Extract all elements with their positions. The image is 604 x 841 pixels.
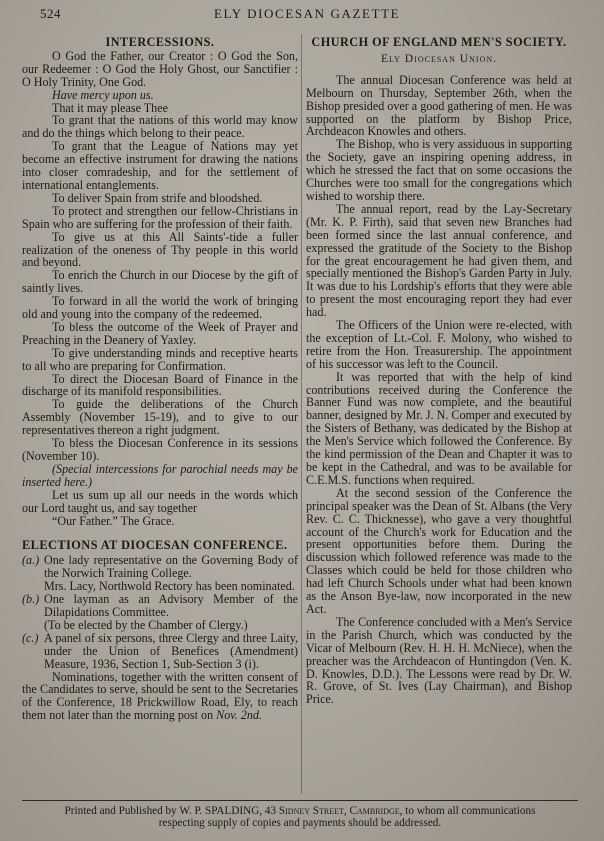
petition: To enrich the Church in our Diocese by the gift of saintly lives. (22, 268, 298, 296)
cems-paragraph: The annual Diocesan Conference was held at Melbourn on Thursday, September 26th, when the Bishop presided over a good gathering of men. He was supported on the platform by Bishop Price, Archdeacon Knowles and others. (306, 72, 572, 139)
cems-paragraph: The annual report, read by the Lay-Secretary (Mr. K. P. Firth), said that seven new Branches had been formed since the last annual conference, and expressed the gratitude of the Society to the Bishop for the great encouragement he had given them, and specially mentioned the Bishop's Garden Party in July. It was due to his Lordship's efforts that they were able to present the most encouraging report they had ever had. (306, 201, 572, 320)
petition: To protect and strengthen our fellow-Christians in Spain who are suffering for the profession of their faith. (22, 203, 298, 231)
imprint-publisher: Printed and Published by W. P. SPALDING, 43 (64, 805, 277, 817)
petition: To give us at this All Saints'-tide a fuller realization of the oneness of Thy people in this world and beyond. (22, 229, 298, 270)
election-note: (To be elected by the Chamber of Clergy.) (44, 617, 248, 632)
election-item-a (22, 554, 298, 580)
petition: To forward in all the world the work of bringing old and young into the company of the redeemed. (22, 294, 298, 322)
election-label: (c.) (22, 630, 39, 645)
cems-paragraph: It was reported that with the help of kind contributions received during the Conference the Banner Fund was now complete, and the beautiful banner, designed by Mr. J. N. Comper and executed by the Sisters of Bethany, was dedicated by the Bishop at the Men's Service which followed the Conference. By the kind permission of the Dean and Chapter it was to be kept in the Cathedral, and was to be available for C.E.M.S. functions when required. (306, 369, 572, 487)
imprint-line-2: respecting supply of copies and payments should be addressed. (158, 817, 442, 830)
election-text: One layman as an Advisory Member of the Dilapidations Committee. (44, 592, 298, 619)
special-intercessions-note: (Special intercessions for parochial needs may be inserted here.) (22, 461, 298, 489)
election-label: (a.) (22, 553, 40, 568)
column-divider (301, 34, 302, 794)
cems-paragraph: The Conference concluded with a Men's Service in the Parish Church, which was conducted by the Vicar of Melbourn (Rev. H. H. H. McNiece), when the preacher was the Archdeacon of Huntingdon (Ven. K. D. Knowles, D.D.). The Lessons were read by Dr. W. R. Grove, of St. Ives (Lay Chairman), and Bishop Price. (306, 614, 572, 707)
petition: To direct the Diocesan Board of Finance in the discharge of its manifold responsibilities. (22, 371, 298, 399)
petition: To bless the Diocesan Conference in its sessions (November 10). (22, 436, 298, 463)
intercessions-heading: INTERCESSIONS. (105, 35, 215, 49)
election-text: One lady representative on the Governing Body of the Norwich Training College. (44, 553, 298, 581)
imprint-end: to whom all communications (405, 805, 536, 817)
election-label: (b.) (22, 592, 40, 607)
footer-rule (22, 800, 578, 801)
imprint-line-1 (22, 805, 578, 817)
nominations-date: Nov. 2nd. (216, 708, 262, 723)
cems-paragraph: The Bishop, who is very assiduous in supporting the Society, gave an inspiring opening address, in which he stressed the fact that on some occasions the Churches were too small for the congregations which wished to worship there. (306, 137, 572, 203)
nominations-text: Nominations, together with the written consent of the Candidates to serve, should be sent to the Secretaries of the Conference, 18 Prickwillow Road, Ely, to reach them not later than the morning post on (22, 669, 298, 723)
intercessions-closing-line: “Our Father.” The Grace. (52, 513, 175, 528)
page-number: 524 (40, 6, 61, 21)
right-column (306, 34, 572, 706)
election-nominee: Mrs. Lacy, Northwold Rectory has been nominated. (44, 579, 295, 594)
election-item-b (22, 593, 298, 619)
election-text: A panel of six persons, three Clergy and three Laity, under the Union of Benefices (Amendment) Measure, 1936, Section 1, Sub-Section 3 (i). (44, 630, 298, 671)
cems-paragraph: The Officers of the Union were re-elected, with the exception of Lt.-Col. F. Molony, who wished to retire from the Hon. Treasurership. The appointment of his successor was left to the Council. (306, 318, 572, 371)
printer-imprint (22, 805, 578, 830)
election-item-c (22, 632, 298, 671)
intercessions-response-please: That it may please Thee (52, 100, 168, 115)
imprint-address: Sidney Street, Cambridge, (278, 805, 403, 817)
page-header (0, 6, 604, 26)
petition: To grant that the nations of this world may know and do the things which belong to their peace. (22, 113, 298, 141)
nominations-paragraph (22, 671, 298, 723)
petition: To bless the outcome of the Week of Prayer and Preaching in the Deanery of Yaxley. (22, 319, 298, 347)
publication-title: ELY DIOCESAN GAZETTE (214, 6, 401, 21)
intercessions-closing: Let us sum up all our needs in the words which our Lord taught us, and say together (22, 487, 298, 515)
petition: To guide the deliberations of the Church Assembly (November 15-19), and to give to our representatives thereon a right judgment. (22, 397, 298, 438)
elections-heading: ELECTIONS AT DIOCESAN CONFERENCE. (22, 538, 288, 553)
cems-paragraph: At the second session of the Conference the principal speaker was the Dean of St. Albans (the Very Rev. C. C. Thicknesse), who gave a very thoughtful account of the Church's work for Education and the present opportunities before them. During the discussion which followed reference was made to the Classes which could be held for those children who had left Church Schools under what had been known as the Anson Bye-law, now incorporated in the new Act. (306, 485, 572, 616)
left-column (22, 34, 298, 722)
petition: To deliver Spain from strife and bloodshed. (52, 190, 263, 205)
intercessions-invocation: O God the Father, our Creator : O God the Son, our Redeemer : O God the Holy Ghost, our Sanctifier : O Holy Trinity, One God. (22, 48, 298, 89)
petition: To grant that the League of Nations may yet become an effective instrument for drawing the nations into closer comradeship, and for the settlement of international entanglements. (22, 139, 298, 192)
petition: To give understanding minds and receptive hearts to all who are preparing for Confirmation. (22, 345, 298, 373)
cems-heading: CHURCH OF ENGLAND MEN'S SOCIETY. (311, 35, 567, 49)
intercessions-response-mercy: Have mercy upon us. (52, 87, 154, 102)
cems-subheading: Ely Diocesan Union. (380, 51, 498, 65)
